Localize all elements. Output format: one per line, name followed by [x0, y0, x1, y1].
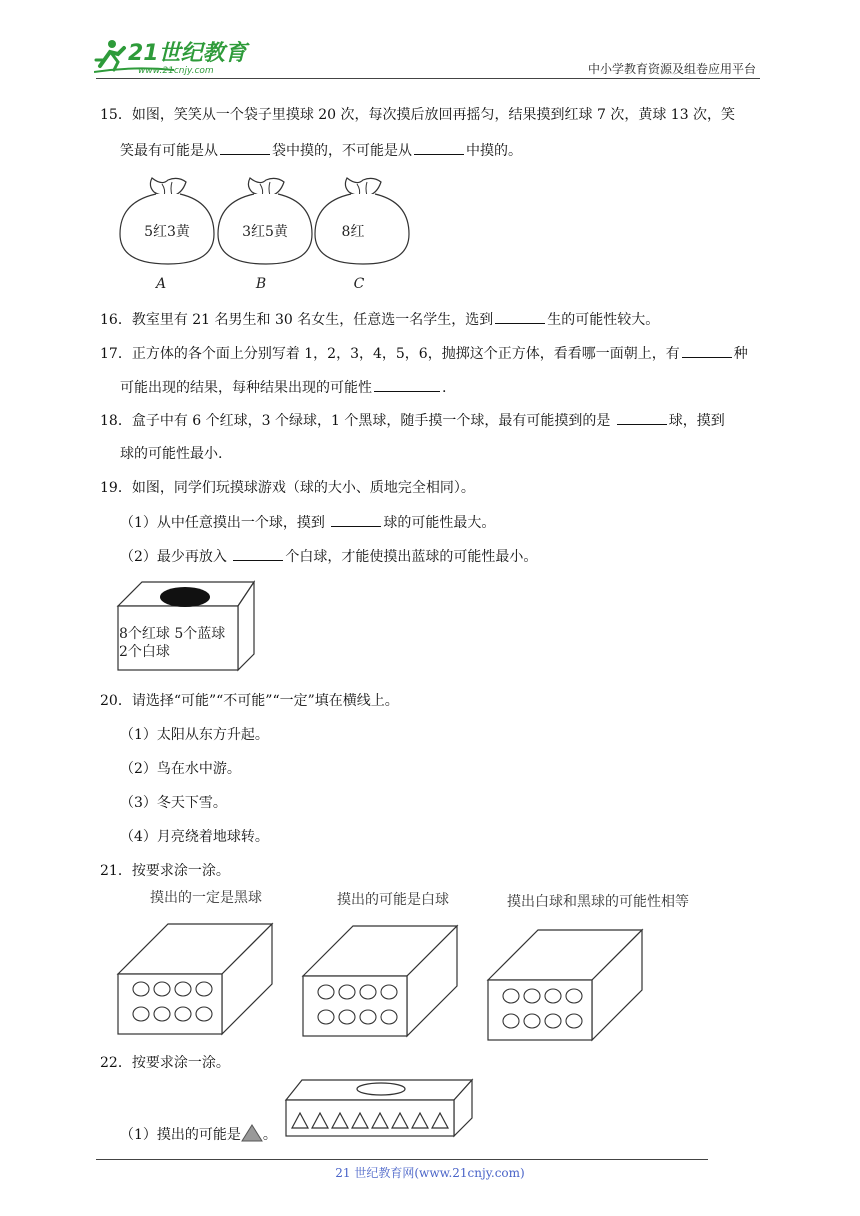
q17-line1: [100, 343, 748, 364]
q21-box-3: [486, 928, 646, 1044]
q20-item-3: （3）冬天下雪。: [120, 795, 227, 811]
q21-caption-2: 摸出的可能是白球: [337, 892, 449, 908]
q20-item-2: （2）鸟在水中游。: [120, 761, 241, 777]
bag-c: [315, 178, 409, 292]
q17-text-b: 种: [733, 346, 748, 362]
q20-title: 20．请选择“可能”“不可能”“一定”填在横线上。: [100, 693, 399, 709]
q20-item-1: （1）太阳从东方升起。: [120, 727, 269, 743]
bag-c-content: 8红: [341, 224, 365, 240]
footer-link[interactable]: 21 世纪教育网(www.21cnjy.com): [335, 1166, 525, 1180]
q22-sub1-text-b: 。: [262, 1127, 277, 1143]
answer-blank[interactable]: [495, 309, 545, 324]
q19-sub2-text-b: 个白球，才能使摸出蓝球的可能性最小。: [285, 549, 538, 565]
answer-blank[interactable]: [331, 512, 381, 527]
gray-triangle-icon: [241, 1124, 263, 1142]
q19-sub1-text-b: 球的可能性最大。: [383, 515, 496, 531]
q16-text-b: 生的可能性较大。: [547, 312, 660, 328]
q19-box-figure: [116, 580, 258, 674]
q21-title: 21．按要求涂一涂。: [100, 863, 230, 879]
q15-line2: [120, 140, 522, 161]
bag-b: [218, 178, 312, 292]
q19-sub1-text-a: （1）从中任意摸出一个球，摸到: [120, 515, 325, 531]
bag-a-content: 5红3黄: [144, 224, 190, 240]
box-text-line1: 8个红球 5个蓝球: [119, 626, 226, 642]
q18-line1: [100, 410, 725, 431]
box-opening: [357, 1083, 405, 1095]
q22-sub1-text-a: （1）摸出的可能是: [120, 1127, 241, 1143]
q21-caption-1: 摸出的一定是黑球: [150, 890, 262, 906]
q15-text-a: 笑最有可能是从: [120, 143, 218, 159]
q20-item-4: （4）月亮绕着地球转。: [120, 829, 269, 845]
q18-line2: 球的可能性最小.: [120, 446, 223, 462]
q21-box-1: [116, 922, 276, 1038]
bag-b-label: B: [255, 276, 267, 292]
box-text-line2: 2个白球: [119, 644, 170, 660]
q18-text-a: 18．盒子中有 6 个红球，3 个绿球，1 个黑球，随手摸一个球，最有可能摸到的是: [100, 413, 611, 429]
logo-text: 21世纪教育: [128, 41, 247, 66]
q17-text-d: .: [442, 380, 447, 396]
q18-text-b: 球，摸到: [668, 413, 725, 429]
answer-blank[interactable]: [233, 546, 283, 561]
q15-bags-figure: [110, 172, 410, 294]
site-logo: [94, 36, 264, 78]
header-right-text: 中小学教育资源及组卷应用平台: [587, 62, 756, 76]
answer-blank[interactable]: [220, 140, 270, 155]
bag-a-label: A: [155, 276, 167, 292]
q16-text-a: 16．教室里有 21 名男生和 30 名女生，任意选一名学生，选到: [100, 312, 494, 328]
answer-blank[interactable]: [617, 410, 667, 425]
answer-blank[interactable]: [682, 343, 732, 358]
q15-text-c: 中摸的。: [466, 143, 522, 159]
q21-caption-3: 摸出白球和黑球的可能性相等: [507, 894, 689, 910]
box-opening: [160, 587, 210, 607]
q22-sub1: [120, 1124, 277, 1145]
q15-line1: 15．如图，笑笑从一个袋子里摸球 20 次，每次摸后放回再摇匀，结果摸到红球 7 次，黄球 13 次，笑: [100, 107, 736, 123]
q19-sub2: [120, 546, 537, 567]
header-divider: [96, 78, 760, 79]
answer-blank[interactable]: [414, 140, 464, 155]
bag-b-content: 3红5黄: [242, 224, 288, 240]
q17-text-c: 可能出现的结果，每种结果出现的可能性: [120, 380, 372, 396]
q19-sub2-text-a: （2）最少再放入: [120, 549, 227, 565]
footer-divider: [96, 1159, 708, 1160]
q22-title: 22．按要求涂一涂。: [100, 1055, 230, 1071]
q19-title: 19．如图，同学们玩摸球游戏（球的大小、质地完全相同）。: [100, 480, 475, 496]
q19-sub1: [120, 512, 495, 533]
answer-blank[interactable]: [374, 377, 440, 392]
q17-text-a: 17．正方体的各个面上分别写着 1，2，3，4，5，6，抛掷这个正方体，看看哪一面朝上，有: [100, 346, 680, 362]
q21-box-2: [301, 924, 461, 1040]
q17-line2: [120, 377, 446, 398]
bag-c-label: C: [353, 276, 365, 292]
bag-a: [120, 178, 214, 292]
q15-text-b: 袋中摸的，不可能是从: [272, 143, 412, 159]
q22-box-figure: [284, 1078, 476, 1140]
q16: [100, 309, 659, 330]
logo-url: www.21cnjy.com: [138, 66, 214, 76]
